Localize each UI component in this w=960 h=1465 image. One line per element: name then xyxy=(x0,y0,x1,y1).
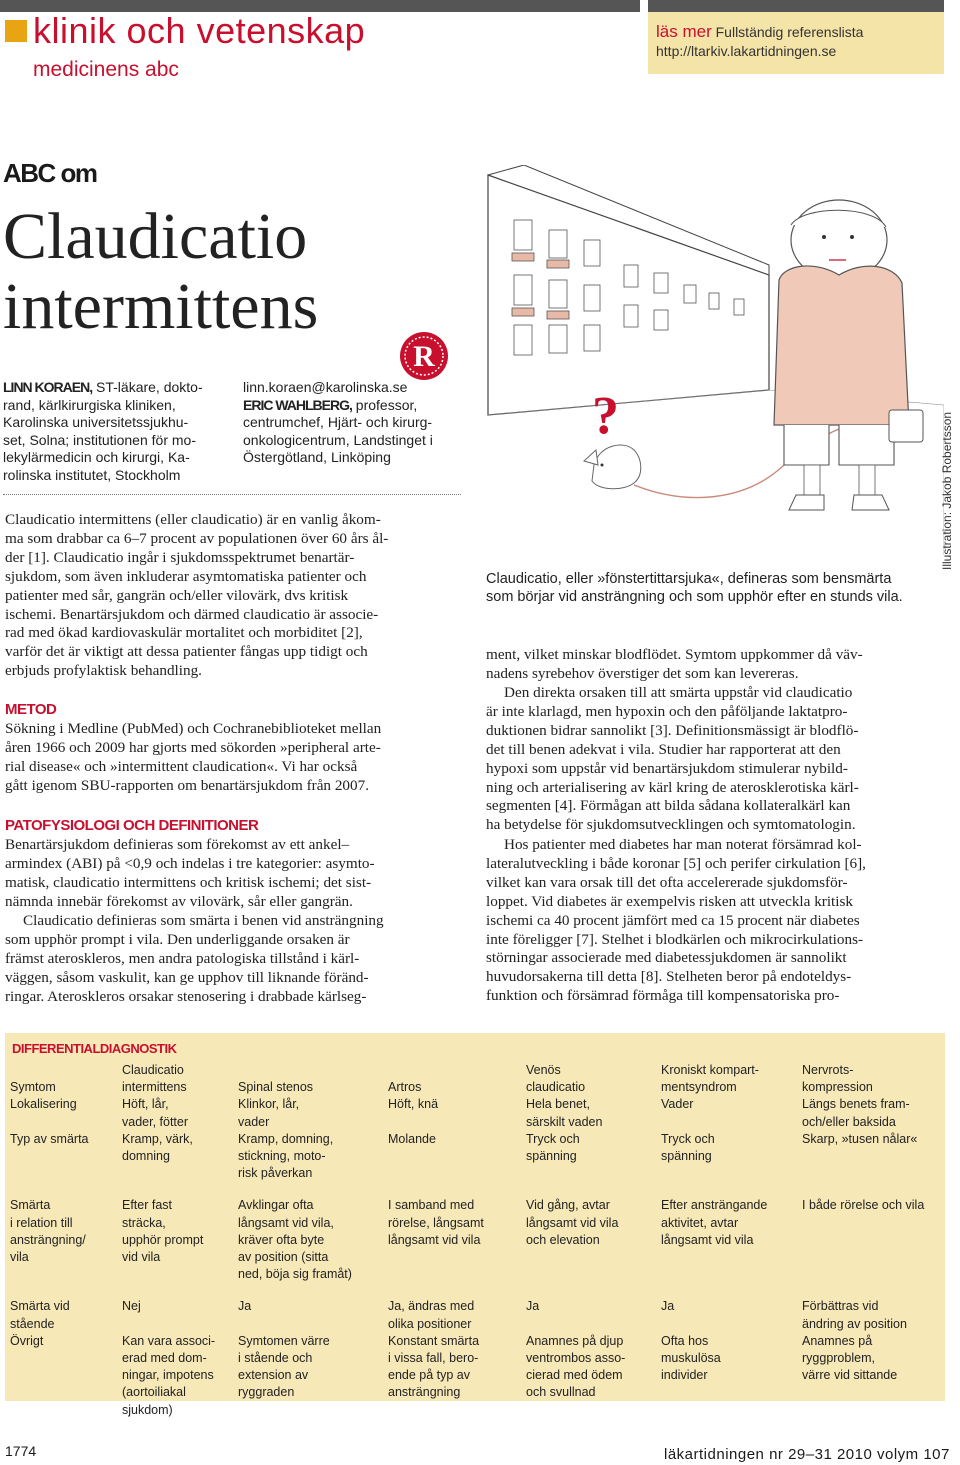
cell-line: Ja, ändras med xyxy=(388,1299,475,1314)
page-number: 1774 xyxy=(5,1443,37,1459)
cell-line: Övrigt xyxy=(10,1333,44,1348)
text-line: vilket kan vara orsak till det ofta accelererade sjukdomsför- xyxy=(486,873,848,891)
cell-line: domning xyxy=(122,1149,170,1164)
cell-line: Symtomen värre xyxy=(238,1333,330,1348)
author-2-line: Östergötland, Linköping xyxy=(243,449,391,466)
read-more-url[interactable]: http://ltarkiv.lakartidningen.se xyxy=(656,43,837,59)
cell-line: Höft, knä xyxy=(388,1097,439,1112)
cell-line: Symtom xyxy=(10,1080,56,1095)
table-row xyxy=(8,1333,938,1419)
text-line: patienter med sår, gangrän och/eller vilovärk, dvs kritisk xyxy=(5,586,349,604)
cell-line: aktivitet, avtar xyxy=(661,1215,739,1230)
cell-line: cierad med ödem xyxy=(526,1368,623,1383)
text-line: väggen, såsom vaskulit, kan ge upphov till liknande föränd- xyxy=(5,968,369,986)
author-2-line: professor, xyxy=(355,396,418,413)
cell-line: stickning, moto- xyxy=(238,1149,326,1164)
table-cell xyxy=(8,1182,120,1283)
caption-line: Claudicatio, eller »fönstertittarsjuka«, defineras som bensmärta xyxy=(486,571,892,587)
cell-line: Artros xyxy=(388,1080,422,1095)
intro-paragraph xyxy=(5,511,461,681)
cell-line: Kramp, värk, xyxy=(122,1131,193,1146)
cell-line: vila xyxy=(10,1250,29,1265)
cell-line: ned, böja sig framåt) xyxy=(238,1267,352,1282)
table-cell xyxy=(386,1096,524,1130)
author-2-name: ERIC WAHLBERG, xyxy=(243,396,352,413)
table-cell xyxy=(8,1096,120,1130)
illustration-credit: Illustration: Jakob Robertsson xyxy=(940,411,954,570)
author-1-line: ST-läkare, dokto- xyxy=(96,379,203,395)
text-line: Den direkta orsaken till att smärta uppstår vid claudicatio xyxy=(504,684,853,701)
table-header-cell xyxy=(8,1062,120,1096)
text-line: som upphör prompt i vila. Den underliggande orsaken är xyxy=(5,930,350,948)
section-square-icon xyxy=(5,20,27,42)
table-header-cell xyxy=(659,1062,800,1096)
read-more-text: Fullständig referenslista xyxy=(715,24,864,40)
table-header-row xyxy=(8,1062,938,1096)
table-cell xyxy=(120,1131,236,1183)
cell-line: ansträngning xyxy=(388,1385,461,1400)
col2-paragraph-1 xyxy=(486,646,942,684)
cell-line: Venös xyxy=(526,1063,561,1077)
text-line: ma som drabbar ca 6–7 procent av populationen över 60 års ål- xyxy=(5,529,389,547)
text-line: ischemi ca 40 procent jämfört med ca 15 procent när diabetes xyxy=(486,911,860,929)
cell-line: av position (sitta xyxy=(238,1250,329,1265)
author-1-name: LINN KORAEN, xyxy=(3,379,93,395)
cell-line: sjukdom) xyxy=(122,1402,173,1417)
text-line: åren 1966 och 2009 har gjorts med sökorden »peripheral arte- xyxy=(5,738,381,756)
col2-paragraph-2 xyxy=(486,684,942,835)
table-cell xyxy=(236,1283,386,1332)
author-2-line: centrumchef, Hjärt- och kirurg- xyxy=(243,414,433,431)
table-cell xyxy=(120,1283,236,1332)
cell-line: stående xyxy=(10,1316,55,1331)
text-line: erbjuds profylaktisk behandling. xyxy=(5,662,202,680)
article-kicker: ABC om xyxy=(3,158,97,188)
cell-line: ansträngning/ xyxy=(10,1232,86,1247)
text-line: funktion och försämrad förmåga till kompensatoriska pro- xyxy=(486,987,840,1005)
author-1-line: lekylärmedicin och kirurgi, Ka- xyxy=(3,449,190,466)
text-line: ning och arterialisering av kärl kring de aterosklerotiska kärl- xyxy=(486,778,859,796)
cell-line: Ofta hos xyxy=(661,1333,709,1348)
cell-line: ryggproblem, xyxy=(802,1351,875,1366)
table-cell xyxy=(800,1096,938,1130)
cell-line: olika positioner xyxy=(388,1316,472,1331)
table-cell xyxy=(800,1283,938,1332)
table-cell xyxy=(659,1283,800,1332)
section-title: klinik och vetenskap xyxy=(33,10,366,51)
cell-line: Smärta xyxy=(10,1198,51,1213)
table-cell xyxy=(524,1333,659,1419)
table-header-cell xyxy=(120,1062,236,1096)
text-line: huvudorsakerna till detta [8]. Stelheten beror på endoteldys- xyxy=(486,968,852,986)
cell-line: Spinal stenos xyxy=(238,1080,314,1095)
table-cell xyxy=(800,1182,938,1283)
table-cell xyxy=(386,1182,524,1283)
author-1-line: rolinska institutet, Stockholm xyxy=(3,466,181,483)
table-cell xyxy=(8,1131,120,1183)
table-cell xyxy=(8,1283,120,1332)
author-1 xyxy=(3,379,231,485)
text-line: ha betydelse för sjukdomsutvecklingen och symtomatologin. xyxy=(486,816,856,834)
author-email[interactable]: linn.koraen@karolinska.se xyxy=(243,379,408,395)
cell-line: Höft, lår, xyxy=(122,1097,169,1112)
cell-line: spänning xyxy=(661,1149,712,1164)
cell-line: Anamnes på xyxy=(802,1333,873,1348)
cell-line: Lokalisering xyxy=(10,1097,77,1112)
table-cell xyxy=(524,1131,659,1183)
text-line: lateralutveckling i både koronar [5] och perifer cirkulation [6], xyxy=(486,854,866,872)
table-cell xyxy=(659,1096,800,1130)
text-line: duktionen bidrar sannolikt [3]. Definitionsmässigt är blodflö- xyxy=(486,721,859,739)
cell-line: långsamt vid vila xyxy=(526,1215,619,1230)
text-line: nämnda innebär förekomst av vilovärk, sår eller gangrän. xyxy=(5,892,353,910)
author-1-line: rand, kärlkirurgiska kliniken, xyxy=(3,396,176,413)
cell-line: och elevation xyxy=(526,1232,600,1247)
cell-line: Konstant smärta xyxy=(388,1333,480,1348)
text-line: armindex (ABI) på <0,9 och indelas i tre kategorier: asymto- xyxy=(5,854,375,872)
table-cell xyxy=(236,1333,386,1419)
section-subtitle: medicinens abc xyxy=(33,58,179,81)
cell-line: Tryck och xyxy=(526,1131,580,1146)
caption-line: som börjar vid ansträngning och som upphör efter en stunds vila. xyxy=(486,588,903,605)
cell-line: ventrombos asso- xyxy=(526,1351,626,1366)
illustration-caption xyxy=(486,571,926,606)
cell-line: muskulösa xyxy=(661,1351,721,1366)
cell-line: särskilt vaden xyxy=(526,1114,603,1129)
table-cell xyxy=(659,1131,800,1183)
text-line: ment, vilket minskar blodflödet. Symtom uppkommer då väv- xyxy=(486,646,863,663)
table-cell xyxy=(386,1283,524,1332)
cell-line: Nervrots- xyxy=(802,1063,854,1077)
text-line: ischemi. Benartärsjukdom och därmed claudicatio är associe- xyxy=(5,605,379,623)
read-more-label: läs mer xyxy=(656,22,712,41)
cell-line: Typ av smärta xyxy=(10,1131,89,1146)
header-bar-right xyxy=(648,0,944,12)
cell-line: sträcka, xyxy=(122,1215,166,1230)
text-line: Claudicatio definieras som smärta i benen vid ansträngning xyxy=(23,912,384,929)
table-cell xyxy=(386,1333,524,1419)
table-row xyxy=(8,1182,938,1283)
cell-line: (aortoiliakal xyxy=(122,1385,186,1400)
cell-line: vader xyxy=(238,1114,270,1129)
cell-line: långsamt vid vila xyxy=(388,1232,481,1247)
title-line-1: Claudicatio xyxy=(3,200,308,273)
divider xyxy=(3,494,461,495)
author-2 xyxy=(243,379,468,467)
pato-paragraph-1 xyxy=(5,836,461,912)
cell-line: mentsyndrom xyxy=(661,1080,737,1095)
cell-line: Kramp, domning, xyxy=(238,1131,334,1146)
text-line: ringar. Ateroskleros orsakar stenosering i drabbade kärlseg- xyxy=(5,987,367,1005)
logo-letter: R xyxy=(413,340,435,373)
table-cell xyxy=(800,1131,938,1183)
svg-text:?: ? xyxy=(592,385,619,445)
col2-paragraph-3 xyxy=(486,836,942,1006)
illustration-window-shopper xyxy=(484,165,944,555)
pato-heading: PATOFYSIOLOGI OCH DEFINITIONER xyxy=(5,817,259,834)
text-line: hypoxi som uppstår vid benartärsjukdom stimulerar nybild- xyxy=(486,759,848,777)
refereed-logo-icon xyxy=(398,330,450,382)
cell-line: och svullnad xyxy=(526,1385,596,1400)
text-line: loppet. Vid diabetes är exempelvis risken att utveckla kritisk xyxy=(486,892,854,910)
text-line: segmenten [4]. Förmågan att bilda sådana kollateralkärl kan xyxy=(486,797,851,815)
cell-line: Ja xyxy=(526,1299,540,1314)
table-cell xyxy=(120,1333,236,1419)
differential-diagnosis-table xyxy=(8,1062,938,1419)
cell-line: i relation till xyxy=(10,1215,73,1230)
cell-line: Tryck och xyxy=(661,1131,715,1146)
text-line: gått igenom SBU-rapporten om benartärsjukdom från 2007. xyxy=(5,776,369,794)
table-row xyxy=(8,1283,938,1332)
table-cell xyxy=(120,1182,236,1283)
table-cell xyxy=(236,1096,386,1130)
table-cell xyxy=(120,1096,236,1130)
cell-line: Molande xyxy=(388,1131,436,1146)
text-line: varför det är viktigt att dessa patienter fångas upp tidigt och xyxy=(5,643,368,661)
cell-line: Förbättras vid xyxy=(802,1299,879,1314)
cell-line: långsamt vid vila, xyxy=(238,1215,334,1230)
pato-paragraph-2 xyxy=(5,912,461,1007)
cell-line: Kroniskt kompart- xyxy=(661,1063,759,1077)
table-cell xyxy=(386,1131,524,1183)
cell-line: Efter fast xyxy=(122,1198,173,1213)
table-cell xyxy=(524,1283,659,1332)
text-line: Benartärsjukdom definieras som förekomst av ett ankel– xyxy=(5,836,350,853)
text-line: Hos patienter med diabetes har man noterat försämrad kol- xyxy=(504,836,862,853)
table-row xyxy=(8,1096,938,1130)
table-header-cell xyxy=(800,1062,938,1096)
text-line: sjukdom, som även inkluderar asymtomatiska patienter och xyxy=(5,567,367,585)
text-line: det till benen adekvat i vila. Studier har rapporterat att den xyxy=(486,740,841,758)
cell-line: Ja xyxy=(238,1299,252,1314)
cell-line: ende på typ av xyxy=(388,1368,471,1383)
table-cell xyxy=(659,1333,800,1419)
cell-line: claudicatio xyxy=(526,1080,586,1095)
table-cell xyxy=(800,1333,938,1419)
cell-line: värre vid sittande xyxy=(802,1368,898,1383)
text-line: Sökning i Medline (PubMed) och Cochranebiblioteket mellan xyxy=(5,720,382,737)
author-1-line: Karolinska universitetssjukhu- xyxy=(3,414,189,431)
author-2-line: onkologicentrum, Landstinget i xyxy=(243,431,433,448)
cell-line: I både rörelse och vila xyxy=(802,1198,925,1213)
cell-line: extension av xyxy=(238,1368,309,1383)
table-cell xyxy=(236,1131,386,1183)
cell-line: långsamt vid vila xyxy=(661,1232,754,1247)
text-line: matisk, claudicatio intermittens och kritisk ischemi; det sist- xyxy=(5,873,372,891)
table-cell xyxy=(524,1096,659,1130)
cell-line: intermittens xyxy=(122,1080,187,1095)
text-line: störningar associerade med diabetessjukdomen är sannolikt xyxy=(486,949,847,967)
cell-line: och/eller baksida xyxy=(802,1114,896,1129)
cell-line: I samband med xyxy=(388,1198,475,1213)
cell-line: erad med dom- xyxy=(122,1351,207,1366)
cell-line: vid vila xyxy=(122,1250,161,1265)
text-line: främst ateroskleros, men andra patologiska tillstånd i kärl- xyxy=(5,949,360,967)
text-line: är inte klarlagd, men hypoxin och den påföljande laktatpro- xyxy=(486,702,848,720)
table-cell xyxy=(236,1182,386,1283)
table-header-cell xyxy=(386,1062,524,1096)
cell-line: Efter ansträngande xyxy=(661,1198,768,1213)
table-cell xyxy=(524,1182,659,1283)
text-line: der [1]. Claudicatio ingår i sjukdomsspektrumet benartär- xyxy=(5,548,355,566)
cell-line: Anamnes på djup xyxy=(526,1333,624,1348)
cell-line: Nej xyxy=(122,1299,141,1314)
cell-line: Längs benets fram- xyxy=(802,1097,910,1112)
table-header-cell xyxy=(236,1062,386,1096)
cell-line: upphör prompt xyxy=(122,1232,204,1247)
table-header-cell xyxy=(524,1062,659,1096)
cell-line: spänning xyxy=(526,1149,577,1164)
author-1-line: set, Solna; institutionen för mo- xyxy=(3,431,196,448)
cell-line: rörelse, långsamt xyxy=(388,1215,484,1230)
cell-line: Vid gång, avtar xyxy=(526,1198,610,1213)
table-cell xyxy=(8,1333,120,1419)
cell-line: risk påverkan xyxy=(238,1166,313,1181)
metod-heading: METOD xyxy=(5,701,57,718)
article-title xyxy=(3,202,318,342)
cell-line: Avklingar ofta xyxy=(238,1198,314,1213)
cell-line: Claudicatio xyxy=(122,1063,184,1077)
cell-line: Klinkor, lår, xyxy=(238,1097,300,1112)
cell-line: Vader xyxy=(661,1097,694,1112)
cell-line: Ja xyxy=(661,1299,675,1314)
cell-line: ändring av position xyxy=(802,1316,907,1331)
cell-line: ryggraden xyxy=(238,1385,295,1400)
cell-line: ningar, impotens xyxy=(122,1368,214,1383)
table-row xyxy=(8,1131,938,1183)
table-title: DIFFERENTIALDIAGNOSTIK xyxy=(12,1041,177,1056)
read-more[interactable] xyxy=(656,22,863,61)
text-line: inte föreligger [7]. Stelhet i blodkärlen och mikrocirkulations- xyxy=(486,930,864,948)
cell-line: kompression xyxy=(802,1080,873,1095)
cell-line: i stående och xyxy=(238,1351,313,1366)
text-line: Claudicatio intermittens (eller claudicatio) är en vanlig åkom- xyxy=(5,511,381,528)
table-cell xyxy=(659,1182,800,1283)
cell-line: Kan vara associ- xyxy=(122,1333,216,1348)
cell-line: vader, fötter xyxy=(122,1114,189,1129)
cell-line: Smärta vid xyxy=(10,1299,70,1314)
text-line: rial disease« och »intermittent claudication«. Vi har också xyxy=(5,757,358,775)
cell-line: Skarp, »tusen nålar« xyxy=(802,1131,918,1146)
text-line: nadens syrebehov överstiger det som kan levereras. xyxy=(486,664,799,682)
cell-line: individer xyxy=(661,1368,708,1383)
cell-line: Hela benet, xyxy=(526,1097,590,1112)
text-line: rad med ökad kardiovaskulär mortalitet och morbiditet [2], xyxy=(5,624,363,642)
metod-paragraph xyxy=(5,720,461,796)
journal-footer: läkartidningen nr 29–31 2010 volym 107 xyxy=(664,1446,950,1463)
cell-line: i vissa fall, bero- xyxy=(388,1351,479,1366)
title-line-2: intermittens xyxy=(3,270,319,343)
cell-line: kräver ofta byte xyxy=(238,1232,325,1247)
